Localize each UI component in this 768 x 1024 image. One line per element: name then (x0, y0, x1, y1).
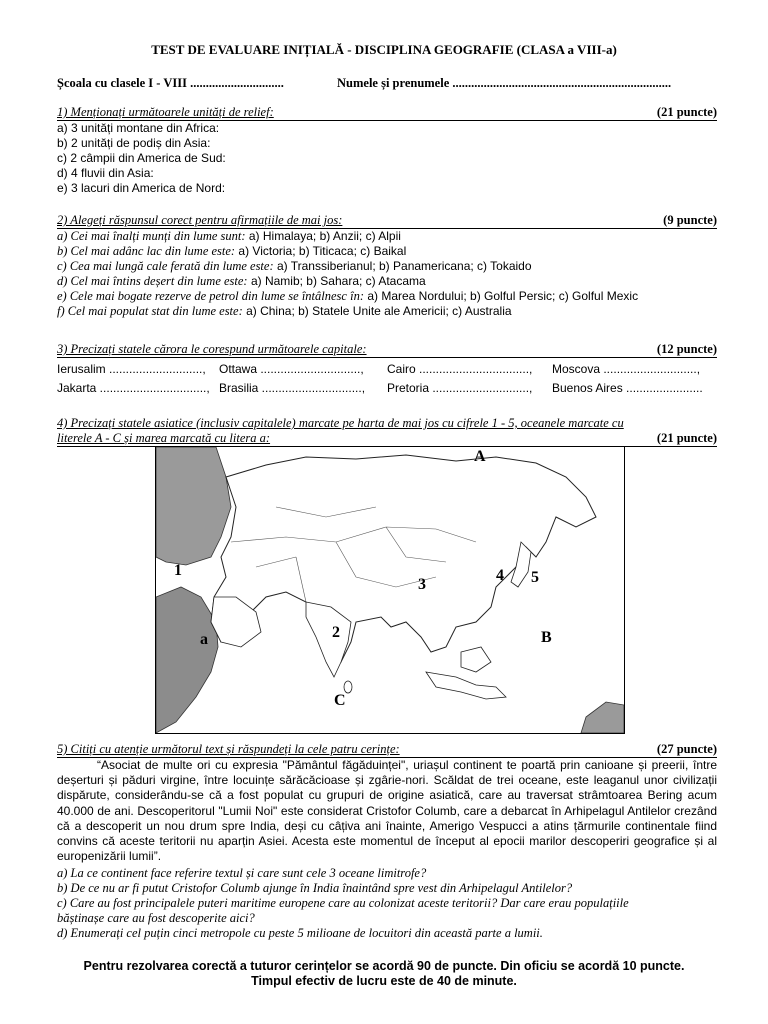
capital-item: Pretoria ............................., (387, 381, 533, 395)
question-2-text: 2) Alegeți răspunsul corect pentru afirmațiile de mai jos: (57, 213, 343, 227)
asia-map (155, 446, 625, 734)
reading-paragraph: “Asociat de multe ori cu expresia "Pământul făgăduinței", uriașul continent te poartă prin canioane și preerii, între deșerturi și păduri virgine, între locuințe sărăcăcioase și zgârie-nori. Scăldat de trei oceane, este leaganul unor civilizații dispărute, considerându-se că a fost populat cu grupuri de origine asiatică, care au traversat strâmtoarea Bering acum 40.000 de ani. Descoperitorul "Lumii Noi" este considerat Cristofor Columb, care a debarcat în Arhipelagul Antilelor crezând că a descoperit un nou drum spre India, deși cu câțiva ani înainte, Amerigo Vespucci a atins țărmurile continentale fiind convins că aceste teritorii nu aparțin Asiei. Acesta este momentul de început al epocii marilor descoperiri geografice și al europenizării lumii”. (57, 758, 717, 864)
capitals-row-2 (57, 380, 717, 396)
q2-item: c) Cea mai lungă cale ferată din lume este: a) Transsiberianul; b) Panamericana; c) Tokaido (57, 259, 532, 273)
capital-item: Buenos Aires ....................... (552, 381, 703, 395)
question-2-points: (9 puncte) (663, 213, 717, 227)
indonesia-outline (426, 672, 506, 699)
capital-item: Cairo ................................., (387, 362, 533, 376)
question-4-points: (21 puncte) (656, 431, 717, 445)
q5-sub: c) Care au fost principalele puteri maritime europene care au colonizat aceste teritorii? Dar care erau populațiile (57, 896, 629, 910)
label-sea-a: a (200, 631, 208, 648)
capital-item: Ierusalim ............................, (57, 362, 206, 376)
student-header (57, 76, 717, 91)
label-4: 4 (496, 567, 504, 584)
label-5: 5 (531, 569, 539, 586)
label-ocean-B: B (541, 629, 552, 646)
capital-item: Moscova ............................, (552, 362, 701, 376)
page-title: TEST DE EVALUARE INIȚIALĂ - DISCIPLINA GEOGRAFIE (CLASA a VIII-a) (151, 42, 617, 57)
q5-sub: a) La ce continent face referire textul și care sunt cele 3 oceane limitrofe? (57, 866, 427, 880)
label-ocean-C: C (334, 692, 346, 709)
question-5-header (57, 742, 717, 758)
question-5-points: (27 puncte) (656, 742, 717, 756)
question-3-points: (12 puncte) (656, 342, 717, 356)
capital-item: Ottawa .............................., (219, 362, 364, 376)
asia-outline-map (156, 447, 624, 733)
q1-item: a) 3 unități montane din Africa: (57, 121, 220, 135)
question-4-text-line1: 4) Precizați statele asiatice (inclusiv capitalele) marcate pe harta de mai jos cu cifrele 1 - 5, oceanele marcate cu (57, 416, 624, 430)
question-5-text: 5) Citiți cu atenție următorul text și răspundeți la cele patru cerințe: (57, 742, 400, 756)
label-2: 2 (332, 624, 340, 641)
q1-item: e) 3 lacuri din America de Nord: (57, 181, 226, 195)
q5-sub: b) De ce nu ar fi putut Cristofor Columb ajunge în India înaintând spre vest din Arhipelagul Antilelor? (57, 881, 573, 895)
question-4-text: literele A - C și marea marcată cu litera a: (57, 431, 271, 445)
question-1-points: (21 puncte) (656, 105, 717, 119)
footer-line-1: Pentru rezolvarea corectă a tuturor cerințelor se acordă 90 de puncte. Din oficiu se acordă 10 puncte. (83, 959, 685, 973)
question-4-header (57, 431, 717, 447)
q5-sub: băștinașe care au fost descoperite aici? (57, 911, 255, 925)
q2-item: f) Cel mai populat stat din lume este: a) China; b) Statele Unite ale Americii; c) Australia (57, 304, 512, 318)
q1-item: c) 2 câmpii din America de Sud: (57, 151, 226, 165)
q1-item: b) 2 unități de podiș din Asia: (57, 136, 211, 150)
school-field: Școala cu clasele I - VIII .............................. (57, 76, 284, 90)
europe-shape (156, 447, 231, 565)
q1-item: d) 4 fluvii din Asia: (57, 166, 154, 180)
question-3-text: 3) Precizați statele cărora le corespund următoarele capitale: (57, 342, 367, 356)
australia-shape (581, 702, 624, 733)
footer-line-2: Timpul efectiv de lucru este de 40 de minute. (251, 974, 517, 988)
question-1-text: 1) Menționați următoarele unități de relief: (57, 105, 274, 119)
borneo-outline (461, 647, 491, 672)
name-field: Numele și prenumele ...................................................................... (337, 76, 672, 90)
question-1-header (57, 105, 717, 121)
label-1: 1 (174, 562, 182, 579)
capital-item: Jakarta ................................, (57, 381, 210, 395)
q2-item: a) Cei mai înalți munți din lume sunt: a) Himalaya; b) Anzii; c) Alpii (57, 229, 401, 243)
label-ocean-A: A (474, 448, 486, 465)
q2-item: b) Cel mai adânc lac din lume este: a) Victoria; b) Titicaca; c) Baikal (57, 244, 407, 258)
q2-item: d) Cel mai întins deșert din lume este: a) Namib; b) Sahara; c) Atacama (57, 274, 426, 288)
capital-item: Brasilia .............................., (219, 381, 366, 395)
asia-outline (211, 455, 596, 662)
q5-sub: d) Enumerați cel puțin cinci metropole cu peste 5 milioane de locuitori din această parte a lumii. (57, 926, 543, 940)
q2-item: e) Cele mai bogate rezerve de petrol din lume se întâlnesc în: a) Marea Nordului; b) Golful Persic; c) Golful Mexic (57, 289, 639, 303)
question-3-header (57, 342, 717, 358)
capitals-row-1 (57, 361, 717, 377)
label-3: 3 (418, 576, 426, 593)
question-2-header (57, 213, 717, 229)
africa-shape (156, 587, 218, 733)
